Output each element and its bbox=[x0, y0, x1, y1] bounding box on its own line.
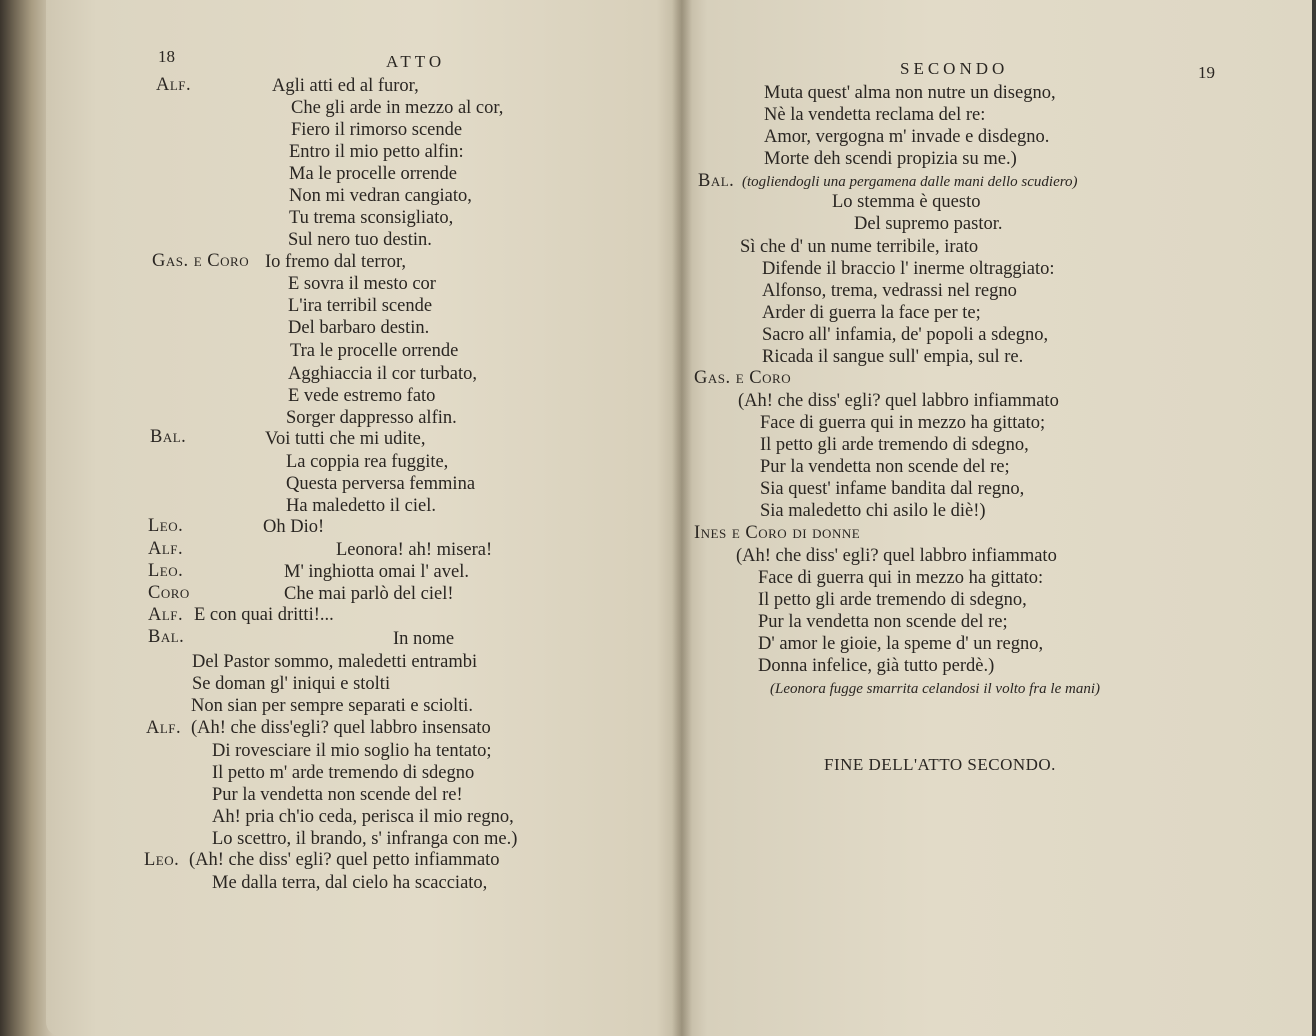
running-header: SECONDO bbox=[900, 59, 1009, 78]
verse-line: Sacro all' infamia, de' popoli a sdegno, bbox=[762, 325, 1049, 345]
verse-line: Ah! pria ch'io ceda, perisca il mio regno, bbox=[212, 807, 514, 827]
speaker: Gas. e Coro bbox=[152, 251, 250, 271]
verse-line: Il petto gli arde tremendo di sdegno, bbox=[760, 435, 1029, 455]
verse-line: Del barbaro destin. bbox=[288, 318, 430, 338]
verse-line: D' amor le gioie, la speme d' un regno, bbox=[758, 634, 1044, 654]
stage-direction: (Leonora fugge smarrita celandosi il volto fra le mani) bbox=[770, 681, 1100, 697]
verse-line: Se doman gl' iniqui e stolti bbox=[192, 674, 391, 694]
verse-line: Ha maledetto il ciel. bbox=[286, 496, 436, 516]
verse-line: Leonora! ah! misera! bbox=[336, 540, 493, 560]
verse-line: Sul nero tuo destin. bbox=[288, 230, 432, 250]
verse-line: La coppia rea fuggite, bbox=[286, 452, 449, 472]
verse-line: Il petto gli arde tremendo di sdegno, bbox=[758, 590, 1027, 610]
verse-line: Fiero il rimorso scende bbox=[291, 120, 463, 140]
speaker: Coro bbox=[148, 583, 190, 603]
verse-line: Voi tutti che mi udite, bbox=[265, 429, 426, 449]
verse-line: Agli atti ed al furor, bbox=[272, 76, 419, 96]
verse-line: Sorger dappresso alfin. bbox=[286, 408, 457, 428]
verse-line: Questa perversa femmina bbox=[286, 474, 476, 494]
verse-line: Ricada il sangue sull' empia, sul re. bbox=[762, 347, 1024, 367]
verse-line: Non sian per sempre separati e sciolti. bbox=[191, 696, 474, 716]
verse-line: Pur la vendetta non scende del re! bbox=[212, 785, 463, 805]
verse-line: Tra le procelle orrende bbox=[290, 341, 459, 361]
book-gutter bbox=[672, 0, 692, 1036]
speaker: Leo. bbox=[144, 850, 180, 870]
speaker: Bal. bbox=[150, 427, 187, 447]
verse-line: Del supremo pastor. bbox=[854, 214, 1003, 234]
verse-line: Non mi vedran cangiato, bbox=[289, 186, 472, 206]
speaker: Ines e Coro di donne bbox=[694, 523, 861, 543]
verse-line: Io fremo dal terror, bbox=[265, 252, 407, 272]
speaker: Leo. bbox=[148, 561, 184, 581]
verse-line: Sì che d' un nume terribile, irato bbox=[740, 237, 979, 257]
speaker: Gas. e Coro bbox=[694, 368, 792, 388]
speaker: Alf. bbox=[148, 605, 184, 625]
speaker: Alf. bbox=[148, 539, 184, 559]
verse-line: Il petto m' arde tremendo di sdegno bbox=[212, 763, 475, 783]
right-page bbox=[682, 0, 1312, 1036]
verse-line: (Ah! che diss'egli? quel labbro insensato bbox=[191, 718, 491, 738]
stage-direction: (togliendogli una pergamena dalle mani dello scudiero) bbox=[742, 174, 1078, 190]
running-header: ATTO bbox=[386, 52, 446, 71]
verse-line: E con quai dritti!... bbox=[194, 605, 334, 625]
verse-line: Che gli arde in mezzo al cor, bbox=[291, 98, 504, 118]
page-number: 18 bbox=[158, 47, 175, 66]
verse-line: Amor, vergogna m' invade e disdegno. bbox=[764, 127, 1050, 147]
speaker: Alf. bbox=[146, 718, 182, 738]
verse-line: Agghiaccia il cor turbato, bbox=[288, 364, 478, 384]
verse-line: Difende il braccio l' inerme oltraggiato: bbox=[762, 259, 1055, 279]
speaker: Leo. bbox=[148, 516, 184, 536]
verse-line: Face di guerra qui in mezzo ha gittato: bbox=[758, 568, 1044, 588]
verse-line: E sovra il mesto cor bbox=[288, 274, 436, 294]
page-number: 19 bbox=[1198, 63, 1215, 82]
verse-line: Entro il mio petto alfin: bbox=[289, 142, 464, 162]
verse-line: Sia maledetto chi asilo le diè!) bbox=[760, 501, 986, 521]
verse-line: Arder di guerra la face per te; bbox=[762, 303, 981, 323]
left-page bbox=[46, 0, 682, 1036]
verse-line: Lo scettro, il brando, s' infranga con me.) bbox=[212, 829, 518, 849]
speaker: Bal. bbox=[698, 171, 735, 191]
speaker: Bal. bbox=[148, 627, 185, 647]
closing-line: FINE DELL'ATTO SECONDO. bbox=[824, 755, 1056, 774]
verse-line: Morte deh scendi propizia su me.) bbox=[764, 149, 1017, 169]
verse-line: Del Pastor sommo, maledetti entrambi bbox=[192, 652, 478, 672]
verse-line: Sia quest' infame bandita dal regno, bbox=[760, 479, 1025, 499]
verse-line: L'ira terribil scende bbox=[288, 296, 433, 316]
verse-line: (Ah! che diss' egli? quel labbro infiammato bbox=[738, 391, 1059, 411]
verse-line: Face di guerra qui in mezzo ha gittato; bbox=[760, 413, 1046, 433]
speaker: Alf. bbox=[156, 75, 192, 95]
verse-line: In nome bbox=[393, 629, 455, 649]
verse-line: Nè la vendetta reclama del re: bbox=[764, 105, 986, 125]
verse-line: M' inghiotta omai l' avel. bbox=[284, 562, 469, 582]
verse-line: E vede estremo fato bbox=[288, 386, 436, 406]
verse-line: Pur la vendetta non scende del re; bbox=[758, 612, 1008, 632]
verse-line: Muta quest' alma non nutre un disegno, bbox=[764, 83, 1056, 103]
verse-line: Tu trema sconsigliato, bbox=[289, 208, 454, 228]
verse-line: (Ah! che diss' egli? quel petto infiammato bbox=[189, 850, 500, 870]
verse-line: Che mai parlò del ciel! bbox=[284, 584, 454, 604]
verse-line: (Ah! che diss' egli? quel labbro infiammato bbox=[736, 546, 1057, 566]
verse-line: Pur la vendetta non scende del re; bbox=[760, 457, 1010, 477]
verse-line: Oh Dio! bbox=[263, 517, 325, 537]
verse-line: Di rovesciare il mio soglio ha tentato; bbox=[212, 741, 492, 761]
verse-line: Alfonso, trema, vedrassi nel regno bbox=[762, 281, 1017, 301]
verse-line: Donna infelice, già tutto perdè.) bbox=[758, 656, 995, 676]
verse-line: Me dalla terra, dal cielo ha scacciato, bbox=[212, 873, 488, 893]
verse-line: Ma le procelle orrende bbox=[289, 164, 457, 184]
verse-line: Lo stemma è questo bbox=[832, 192, 981, 212]
